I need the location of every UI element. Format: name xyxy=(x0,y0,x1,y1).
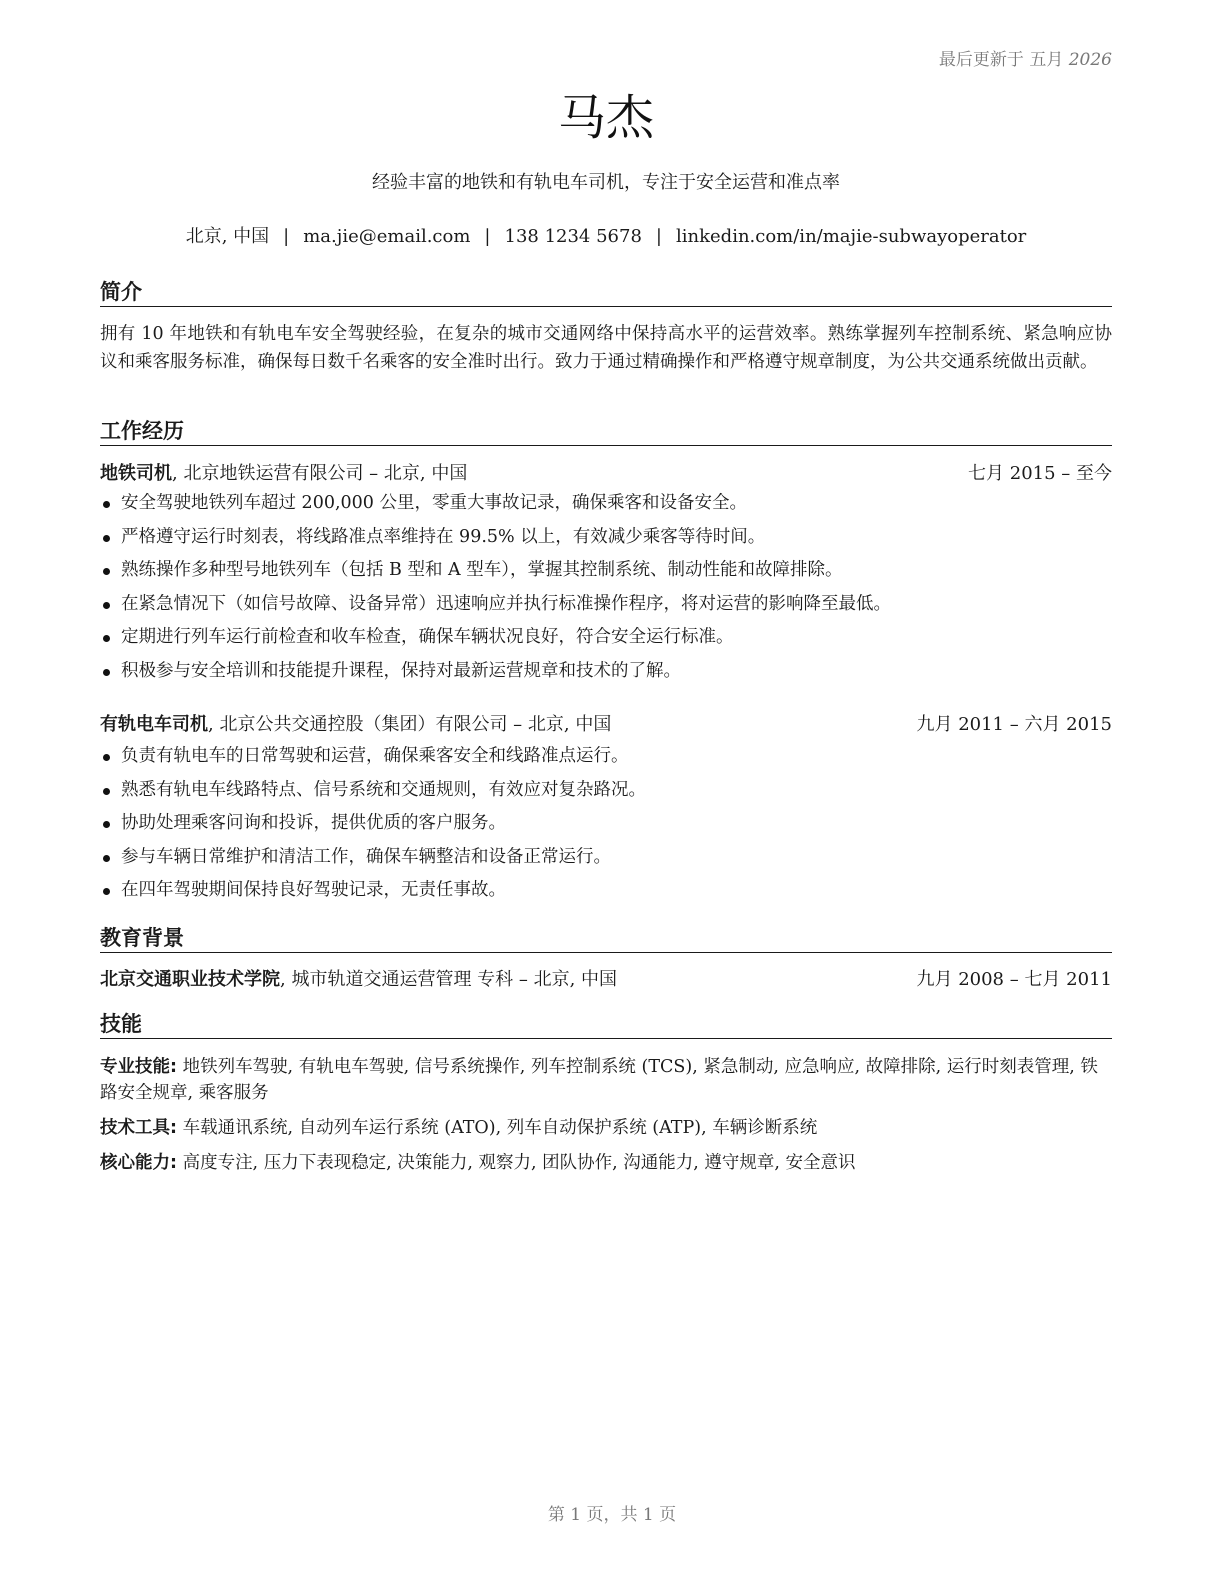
job-bullets xyxy=(100,740,1112,908)
page-number-footer: 第 1 页，共 1 页 xyxy=(547,1505,677,1525)
job-role: 有轨电车司机 xyxy=(100,714,208,735)
tagline: 经验丰富的地铁和有轨电车司机，专注于安全运营和准点率 xyxy=(372,172,840,193)
education-dates: 九月 2008 – 七月 2011 xyxy=(916,969,1112,990)
section-title-summary: 简介 xyxy=(100,278,1112,307)
job-bullets xyxy=(100,487,1112,688)
contact-linkedin[interactable]: linkedin.com/in/majie-subwayoperator xyxy=(676,226,1027,247)
skill-row xyxy=(100,1150,1112,1176)
job-bullet: 熟练操作多种型号地铁列车（包括 B 型和 A 型车），掌握其控制系统、制动性能和故障排除。 xyxy=(100,554,1112,588)
skill-row xyxy=(100,1115,1112,1141)
job-bullet: 协助处理乘客问询和投诉，提供优质的客户服务。 xyxy=(100,807,1112,841)
job-bullet: 在四年驾驶期间保持良好驾驶记录，无责任事故。 xyxy=(100,874,1112,908)
job-dates: 九月 2011 – 六月 2015 xyxy=(916,714,1112,735)
skill-label: 核心能力: xyxy=(100,1153,177,1173)
section-title-experience: 工作经历 xyxy=(100,417,1112,446)
contact-email[interactable]: ma.jie@email.com xyxy=(303,226,471,247)
job-bullet: 严格遵守运行时刻表，将线路准点率维持在 99.5% 以上，有效减少乘客等待时间。 xyxy=(100,521,1112,555)
section-title-skills: 技能 xyxy=(100,1010,1112,1039)
education-school: 北京交通职业技术学院 xyxy=(100,969,280,990)
job-bullet: 积极参与安全培训和技能提升课程，保持对最新运营规章和技术的了解。 xyxy=(100,655,1112,689)
last-updated-year: 2026 xyxy=(1068,50,1112,70)
candidate-name: 马杰 xyxy=(557,90,654,146)
job-organization: , 北京公共交通控股（集团）有限公司 – 北京, 中国 xyxy=(208,714,612,735)
job-bullet: 参与车辆日常维护和清洁工作，确保车辆整洁和设备正常运行。 xyxy=(100,841,1112,875)
last-updated xyxy=(939,45,1112,70)
job-bullet: 安全驾驶地铁列车超过 200,000 公里，零重大事故记录，确保乘客和设备安全。 xyxy=(100,487,1112,521)
skill-label: 专业技能: xyxy=(100,1057,177,1077)
skill-row xyxy=(100,1054,1112,1106)
job-bullet: 熟悉有轨电车线路特点、信号系统和交通规则，有效应对复杂路况。 xyxy=(100,774,1112,808)
job-header xyxy=(100,712,1112,738)
contact-separator: | xyxy=(283,226,290,247)
contact-location: 北京, 中国 xyxy=(185,226,270,247)
education-entry xyxy=(100,967,1112,993)
contact-separator: | xyxy=(484,226,491,247)
job-role: 地铁司机 xyxy=(100,463,172,484)
last-updated-prefix: 最后更新于 五月 xyxy=(938,50,1064,70)
job-bullet: 定期进行列车运行前检查和收车检查，确保车辆状况良好，符合安全运行标准。 xyxy=(100,621,1112,655)
job-dates: 七月 2015 – 至今 xyxy=(968,463,1112,484)
section-title-education: 教育背景 xyxy=(100,924,1112,953)
skill-text: 地铁列车驾驶, 有轨电车驾驶, 信号系统操作, 列车控制系统 (TCS), 紧急制动, 应急响应, 故障排除, 运行时刻表管理, 铁路安全规章, 乘客服务 xyxy=(100,1057,1098,1103)
job-organization: , 北京地铁运营有限公司 – 北京, 中国 xyxy=(172,463,468,484)
skill-label: 技术工具: xyxy=(100,1118,177,1138)
job-bullet: 在紧急情况下（如信号故障、设备异常）迅速响应并执行标准操作程序，将对运营的影响降至最低。 xyxy=(100,588,1112,622)
job-bullet: 负责有轨电车的日常驾驶和运营，确保乘客安全和线路准点运行。 xyxy=(100,740,1112,774)
contact-phone: 138 1234 5678 xyxy=(504,226,642,247)
skill-text: 高度专注, 压力下表现稳定, 决策能力, 观察力, 团队协作, 沟通能力, 遵守规章, 安全意识 xyxy=(177,1153,856,1173)
job-header xyxy=(100,461,1112,487)
skills-list xyxy=(100,1054,1112,1185)
contact-separator: | xyxy=(655,226,662,247)
contact-line xyxy=(100,224,1112,250)
education-detail: , 城市轨道交通运营管理 专科 – 北京, 中国 xyxy=(280,969,618,990)
skill-text: 车载通讯系统, 自动列车运行系统 (ATO), 列车自动保护系统 (ATP), 车辆诊断系统 xyxy=(177,1118,818,1138)
summary-text: 拥有 10 年地铁和有轨电车安全驾驶经验，在复杂的城市交通网络中保持高水平的运营效率。熟练掌握列车控制系统、紧急响应协议和乘客服务标准，确保每日数千名乘客的安全准时出行。致力于通过精确操作和严格遵守规章制度，为公共交通系统做出贡献。 xyxy=(100,324,1112,372)
